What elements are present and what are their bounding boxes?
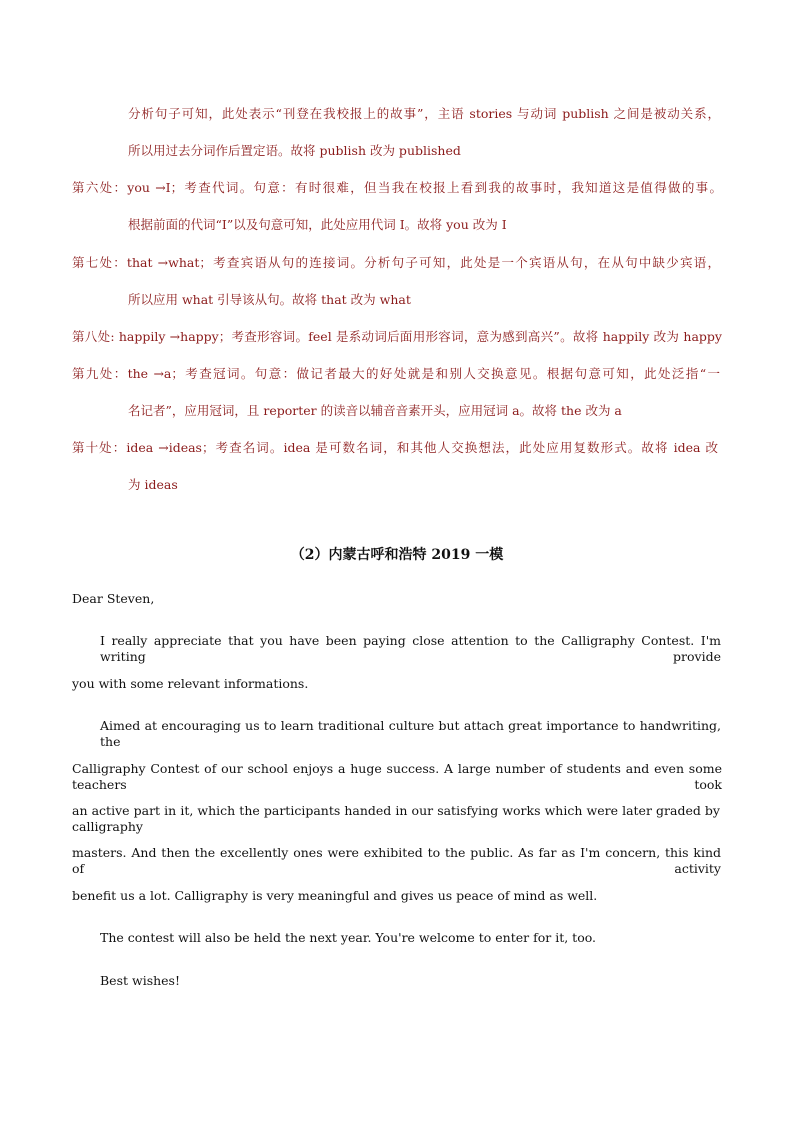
answer-line-2: 所以用过去分词作后置定语。故将 publish 改为 published	[128, 143, 461, 158]
answer-line-1: 分析句子可知，此处表示“刊登在我校报上的故事”，主语 stories 与动词 publish 之间是被动关系，	[128, 106, 720, 121]
answer-line-7: 第八处: happily →happy；考查形容词。feel 是系动词后面用形容词，意为感到高兴”。故将 happily 改为 happy	[72, 329, 722, 344]
answer-line-4: 根据前面的代词“I”以及句意可知，此处应用代词 I。故将 you 改为 I	[128, 217, 507, 232]
answer-line-6: 所以应用 what 引导该从句。故将 that 改为 what	[128, 292, 411, 307]
letter-paragraph-1-line-2: you with some relevant informations.	[72, 676, 309, 691]
answer-line-3: 第六处：you →I；考查代词。句意：有时很难，但当我在校报上看到我的故事时，我知道这是值得做的事。	[72, 180, 722, 195]
section-heading: （2）内蒙古呼和浩特 2019 一模	[290, 547, 504, 563]
letter-paragraph-2-line-3: an active part in it, which the participants handed in our satisfying works which were later graded by calligraphy	[72, 803, 720, 834]
answer-line-8: 第九处：the →a；考查冠词。句意：做记者最大的好处就是和别人交换意见。根据句意可知，此处泛指“一	[72, 366, 720, 381]
answer-line-9: 名记者”，应用冠词，且 reporter 的读音以辅音音素开头，应用冠词 a。故将 the 改为 a	[128, 403, 622, 418]
letter-paragraph-2-line-2: Calligraphy Contest of our school enjoys a huge success. A large number of students and even some teachers took	[72, 761, 722, 792]
letter-paragraph-1-line-1: I really appreciate that you have been paying close attention to the Calligraphy Contest. I'm writing provide	[100, 633, 721, 664]
answer-line-5: 第七处：that →what；考查宾语从句的连接词。分析句子可知，此处是一个宾语从句，在从句中缺少宾语，	[72, 255, 720, 270]
letter-closing: Best wishes!	[100, 973, 180, 988]
answer-line-10: 第十处：idea →ideas；考查名词。idea 是可数名词，和其他人交换想法，此处应用复数形式。故将 idea 改	[72, 440, 718, 455]
letter-paragraph-3-line-1: The contest will also be held the next year. You're welcome to enter for it, too.	[100, 930, 596, 945]
letter-paragraph-2-line-4: masters. And then the excellently ones were exhibited to the public. As far as I'm concern, this kind of activity	[72, 845, 721, 876]
letter-salutation: Dear Steven,	[72, 591, 155, 606]
letter-paragraph-2-line-5: benefit us a lot. Calligraphy is very meaningful and gives us peace of mind as well.	[72, 888, 598, 903]
answer-line-11: 为 ideas	[128, 477, 178, 492]
letter-paragraph-2-line-1: Aimed at encouraging us to learn traditional culture but attach great importance to handwriting, the	[100, 718, 721, 749]
